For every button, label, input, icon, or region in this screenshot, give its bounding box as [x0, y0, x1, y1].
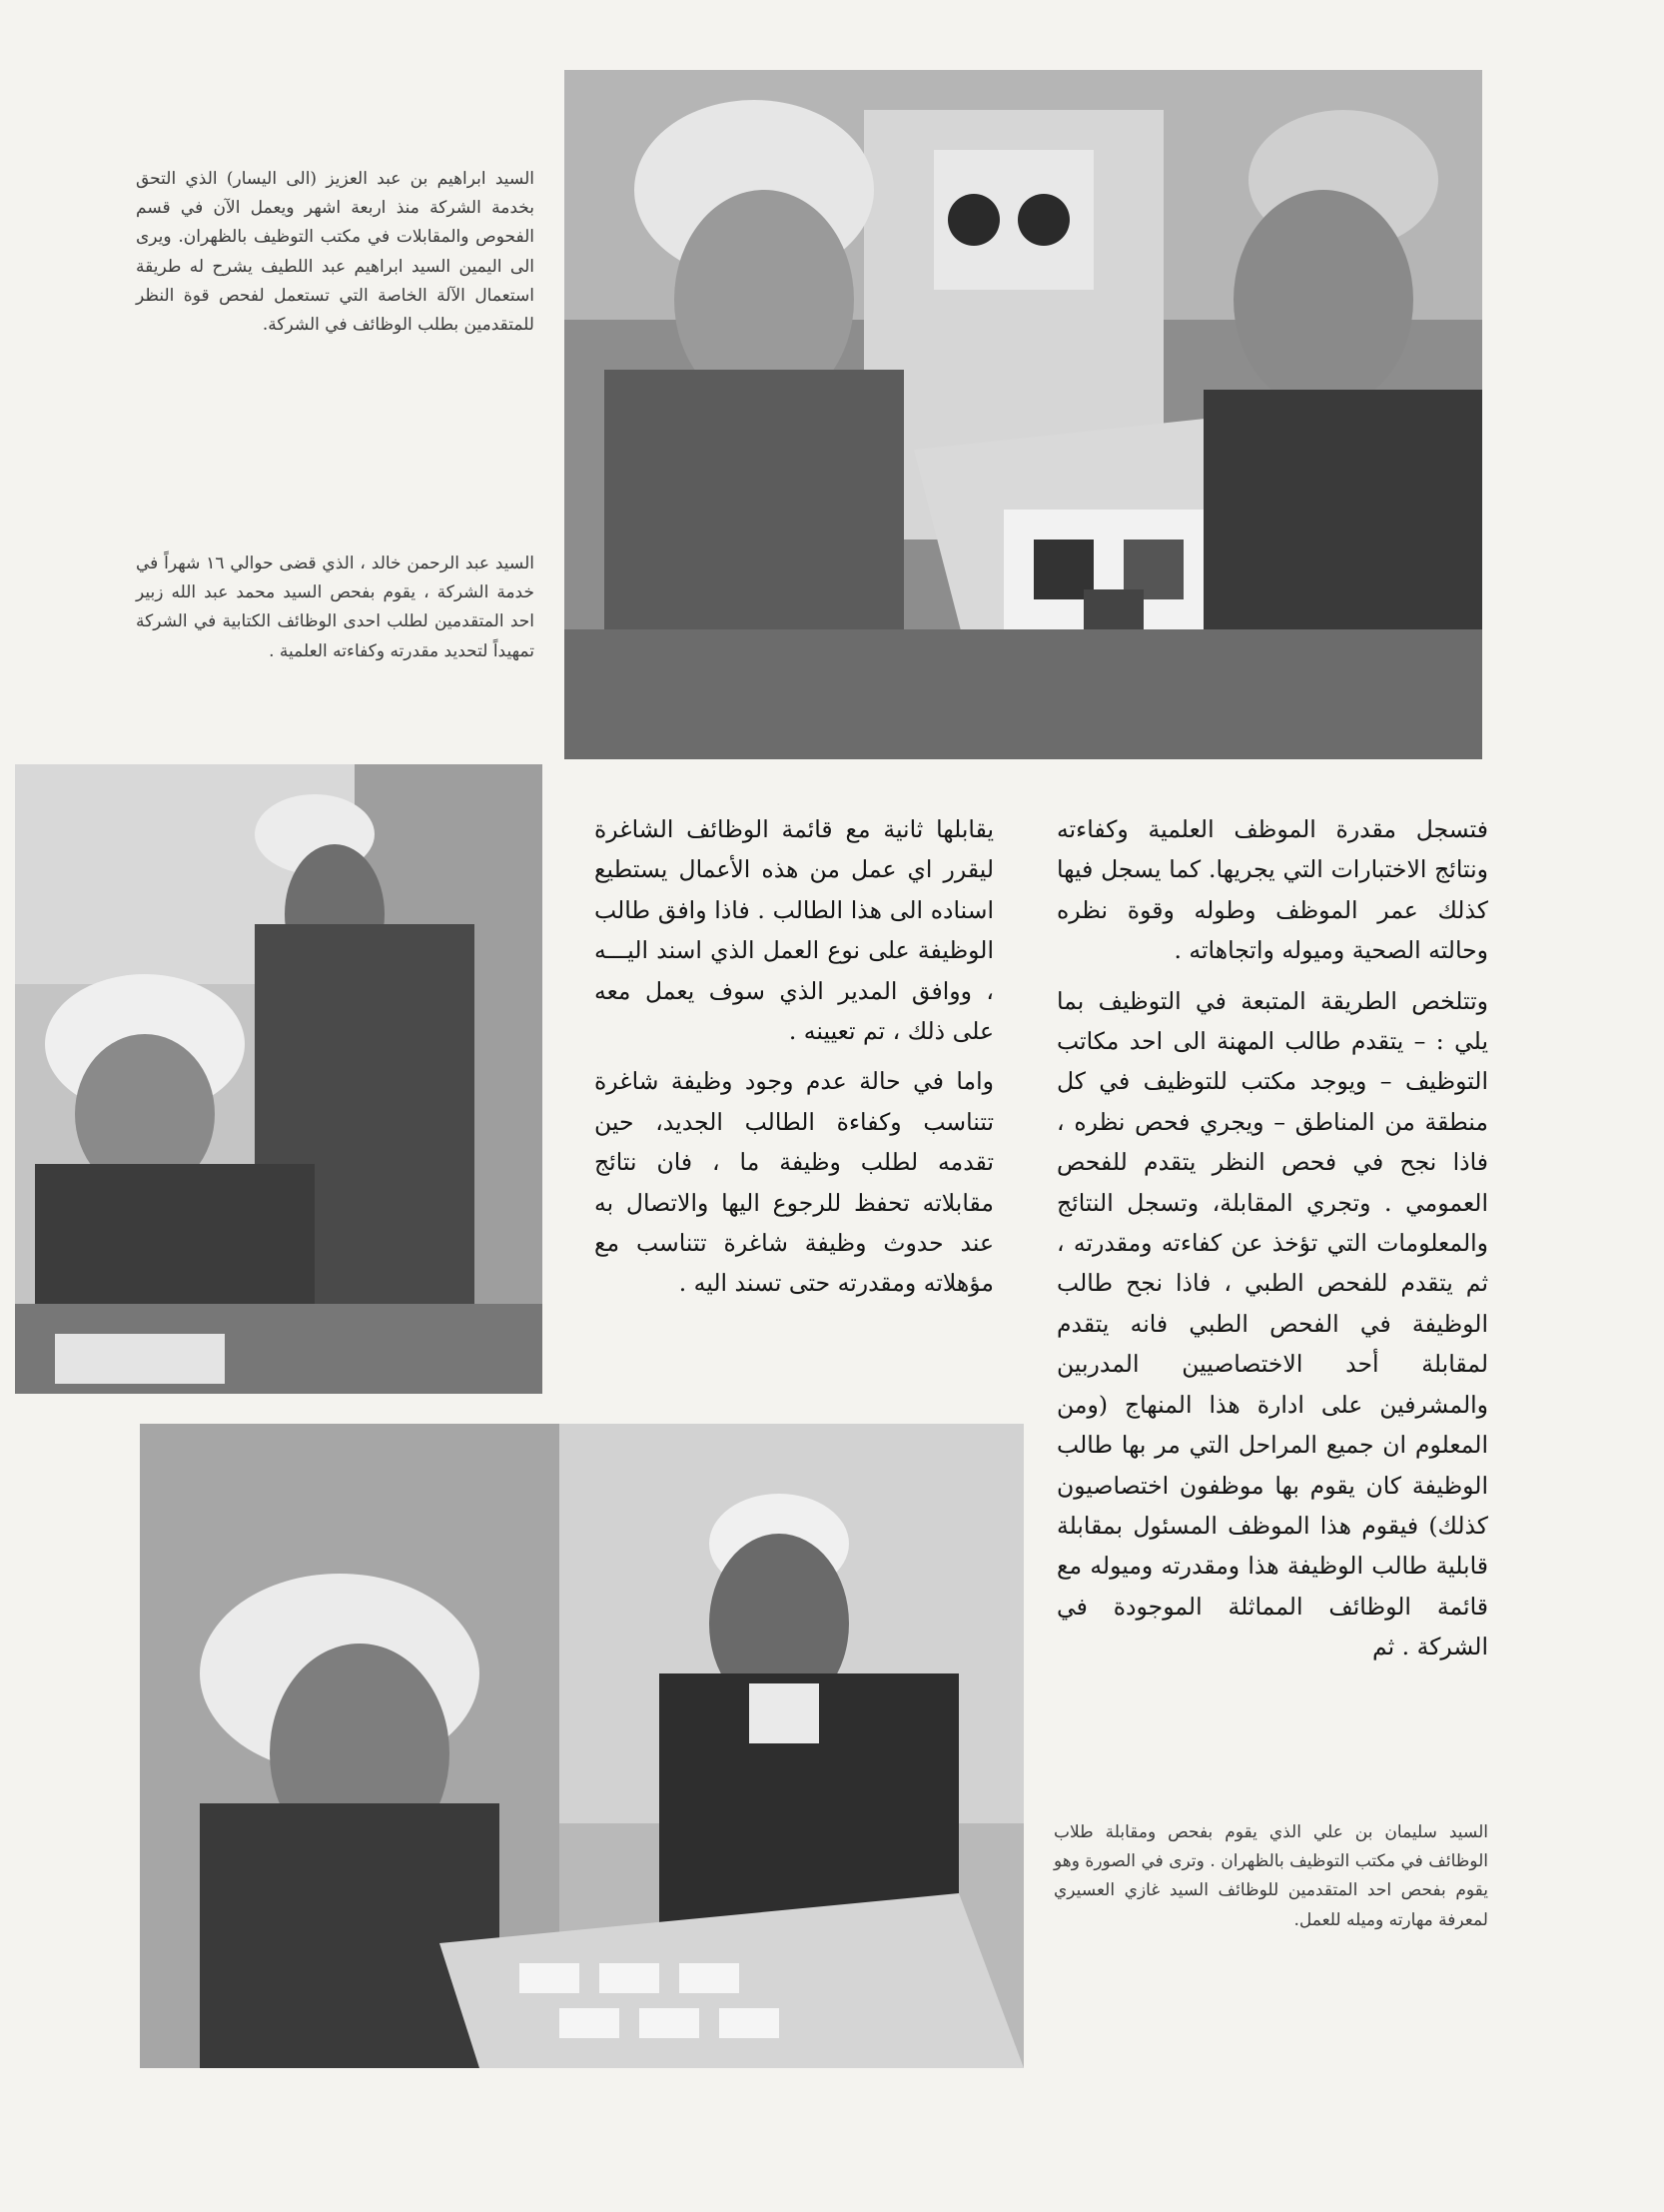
text-column-right [1057, 809, 1488, 1677]
photo-skill-test [140, 1424, 1024, 2068]
paragraph: يقابلها ثانية مع قائمة الوظائف الشاغرة ليقرر اي عمل من هذه الأعمال يستطيع اسناده الى هذا الطالب . فاذا وافق طالب الوظيفة على نوع العمل الذي اسند اليـــه ، ووافق المدير الذي سوف يعمل معه على ذلك ، تم تعيينه . [594, 815, 994, 1046]
paragraph: واما في حالة عدم وجود وظيفة شاغرة تتناسب وكفاءة الطالب الجديد، حين تقدمه لطلب وظيفة ما ، فان نتائج مقابلاته تحفظ للرجوع اليها والاتصال به عند حدوث وظيفة شاغرة تتناسب مع مؤهلاته ومقدرته حتى تسند اليه . [594, 1067, 994, 1298]
caption-vision-test: السيد ابراهيم بن عبد العزيز (الى اليسار) الذي التحق بخدمة الشركة منذ اربعة اشهر ويعمل الآن في قسم الفحوص والمقابلات في مكتب التوظيف بالظهران. ويرى الى اليمين السيد ابراهيم عبد اللطيف يشرح له طريقة استعمال الآلة الخاصة التي تستعمل لفحص قوة النظر للمتقدمين بطلب الوظائف في الشركة. [136, 169, 534, 336]
photo-clerical-exam [15, 764, 542, 1394]
caption-clerical-test: السيد عبد الرحمن خالد ، الذي قضى حوالي ١٦ شهراً في خدمة الشركة ، يقوم بفحص السيد محمد عبد الله زبير احد المتقدمين لطلب احدى الوظائف الكتابية في الشركة تمهيداً لتحديد مقدرته وكفاءته العلمية . [136, 553, 535, 661]
text-column-middle [594, 809, 994, 1314]
photo-vision-test [564, 70, 1482, 759]
paragraph: وتتلخص الطريقة المتبعة في التوظيف بما يلي : – يتقدم طالب المهنة الى احد مكاتب التوظيف – ويوجد مكتب للتوظيف في كل منطقة من المناطق – ويجري فحص نظره ، فاذا نجح في فحص النظر يتقدم للفحص العمومي . وتجري المقابلة، وتسجل النتائج والمعلومات التي تؤخذ عن كفاءته ومقدرته ، ثم يتقدم للفحص الطبي ، فاذا نجح طالب الوظيفة في الفحص الطبي فانه يتقدم لمقابلة أحد الاختصاصيين المدربين والمشرفين على ادارة هذا المنهاج (ومن المعلوم ان جميع المراحل التي مر بها طالب الوظيفة كان يقوم بها موظفون اختصاصيون كذلك) فيقوم هذا الموظف المسئول بمقابلة قابلية طالب الوظيفة هذا ومقدرته وميوله مع قائمة الوظائف المماثلة الموجودة في الشركة . ثم [1057, 986, 1488, 1661]
caption-skill-test: السيد سليمان بن علي الذي يقوم بفحص ومقابلة طلاب الوظائف في مكتب التوظيف بالظهران . وترى في الصورة وهو يقوم بفحص احد المتقدمين للوظائف السيد غازي العسيري لمعرفة مهارته وميله للعمل. [1054, 1822, 1488, 1930]
paragraph: فتسجل مقدرة الموظف العلمية وكفاءته ونتائج الاختبارات التي يجريها. كما يسجل فيها كذلك عمر الموظف وطوله وقوة نظره وحالته الصحية وميوله واتجاهاته . [1057, 815, 1488, 965]
